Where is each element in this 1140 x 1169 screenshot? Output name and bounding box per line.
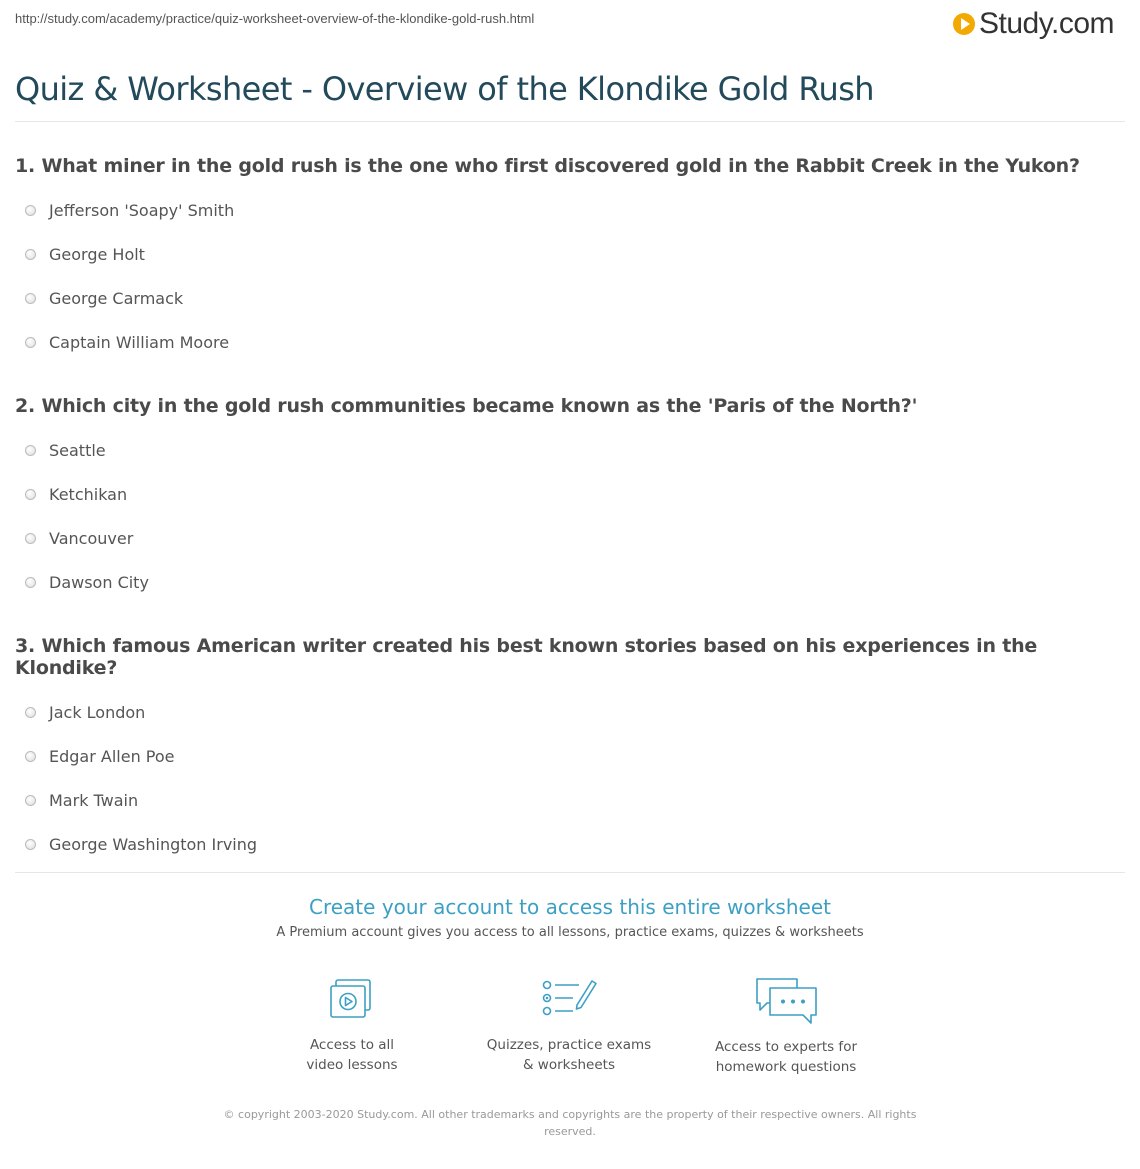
- option-label: Edgar Allen Poe: [49, 746, 175, 766]
- radio-button[interactable]: [25, 249, 36, 260]
- feature-label: [469, 1035, 669, 1075]
- footer-line: © copyright 2003-2020 Study.com. All other trademarks and copyrights are the property of their respective owners. All rights: [223, 1108, 917, 1121]
- promo-subtitle: A Premium account gives you access to all lessons, practice exams, quizzes & worksheets: [276, 925, 864, 940]
- option-label: Vancouver: [49, 528, 134, 548]
- feature-line: homework questions: [715, 1059, 857, 1075]
- study-logo[interactable]: [953, 7, 1114, 41]
- page-url[interactable]: http://study.com/academy/practice/quiz-worksheet-overview-of-the-klondike-gold-rush.html: [15, 11, 535, 26]
- option-list: [15, 428, 1125, 604]
- option-label: Seattle: [49, 440, 106, 460]
- answer-option[interactable]: [15, 188, 1125, 232]
- feature-quizzes: [469, 975, 669, 1075]
- feature-line: video lessons: [306, 1057, 398, 1073]
- answer-option[interactable]: [15, 276, 1125, 320]
- radio-button[interactable]: [25, 489, 36, 500]
- radio-button[interactable]: [25, 577, 36, 588]
- feature-line: Access to experts for: [714, 1039, 857, 1055]
- radio-button[interactable]: [25, 445, 36, 456]
- option-label: Jack London: [49, 702, 146, 722]
- option-label: Mark Twain: [49, 790, 139, 810]
- answer-option[interactable]: [15, 516, 1125, 560]
- question-text: [15, 395, 1125, 417]
- radio-button[interactable]: [25, 293, 36, 304]
- footer-line: reserved.: [544, 1125, 596, 1138]
- answer-option[interactable]: [15, 320, 1125, 364]
- answer-option[interactable]: [15, 232, 1125, 276]
- answer-option[interactable]: [15, 472, 1125, 516]
- radio-button[interactable]: [25, 533, 36, 544]
- answer-option[interactable]: [15, 428, 1125, 472]
- option-list: [15, 188, 1125, 364]
- question-3: [15, 635, 1125, 866]
- option-label: George Carmack: [49, 288, 184, 308]
- divider: [15, 872, 1125, 873]
- question-number: 2.: [15, 395, 36, 417]
- option-label: Ketchikan: [49, 484, 128, 504]
- question-number: 3.: [15, 635, 36, 657]
- question-number: 1.: [15, 155, 36, 177]
- option-label: Captain William Moore: [49, 332, 230, 352]
- logo-text: Study.com: [979, 7, 1114, 40]
- answer-option[interactable]: [15, 822, 1125, 866]
- play-logo-icon: [953, 13, 975, 35]
- answer-option[interactable]: [15, 778, 1125, 822]
- page-title: Quiz & Worksheet - Overview of the Klondike Gold Rush: [15, 70, 874, 108]
- question-text: [15, 155, 1125, 177]
- question-2: [15, 395, 1125, 604]
- top-bar: [0, 0, 1140, 44]
- option-label: George Holt: [49, 244, 145, 264]
- option-label: Jefferson 'Soapy' Smith: [49, 200, 235, 220]
- answer-option[interactable]: [15, 734, 1125, 778]
- question-prompt: Which city in the gold rush communities became known as the 'Paris of the North?': [41, 395, 918, 417]
- answer-option[interactable]: [15, 560, 1125, 604]
- question-1: [15, 155, 1125, 364]
- feature-line: Quizzes, practice exams: [486, 1037, 652, 1053]
- option-label: George Washington Irving: [49, 834, 258, 854]
- question-prompt: Which famous American writer created his best known stories based on his experiences in the Klondike?: [15, 635, 1038, 679]
- feature-line: Access to all: [309, 1037, 395, 1053]
- question-prompt: What miner in the gold rush is the one who first discovered gold in the Rabbit Creek in the Yukon?: [41, 155, 1080, 177]
- feature-label: [252, 1035, 452, 1075]
- divider: [15, 121, 1125, 122]
- feature-line: & worksheets: [522, 1057, 615, 1073]
- radio-button[interactable]: [25, 205, 36, 216]
- feature-video-lessons: [252, 975, 452, 1075]
- copyright-footer: [210, 1106, 930, 1140]
- radio-button[interactable]: [25, 707, 36, 718]
- feature-experts: [686, 975, 886, 1077]
- quiz-checklist-icon: [539, 975, 599, 1025]
- feature-label: [686, 1037, 886, 1077]
- signup-promo: [0, 895, 1140, 940]
- option-list: [15, 690, 1125, 866]
- radio-button[interactable]: [25, 839, 36, 850]
- create-account-link[interactable]: Create your account to access this entire worksheet: [309, 895, 831, 919]
- question-text: [15, 635, 1125, 679]
- radio-button[interactable]: [25, 751, 36, 762]
- option-label: Dawson City: [49, 572, 149, 592]
- video-lessons-icon: [322, 975, 382, 1025]
- radio-button[interactable]: [25, 795, 36, 806]
- chat-bubbles-icon: [753, 975, 819, 1027]
- answer-option[interactable]: [15, 690, 1125, 734]
- radio-button[interactable]: [25, 337, 36, 348]
